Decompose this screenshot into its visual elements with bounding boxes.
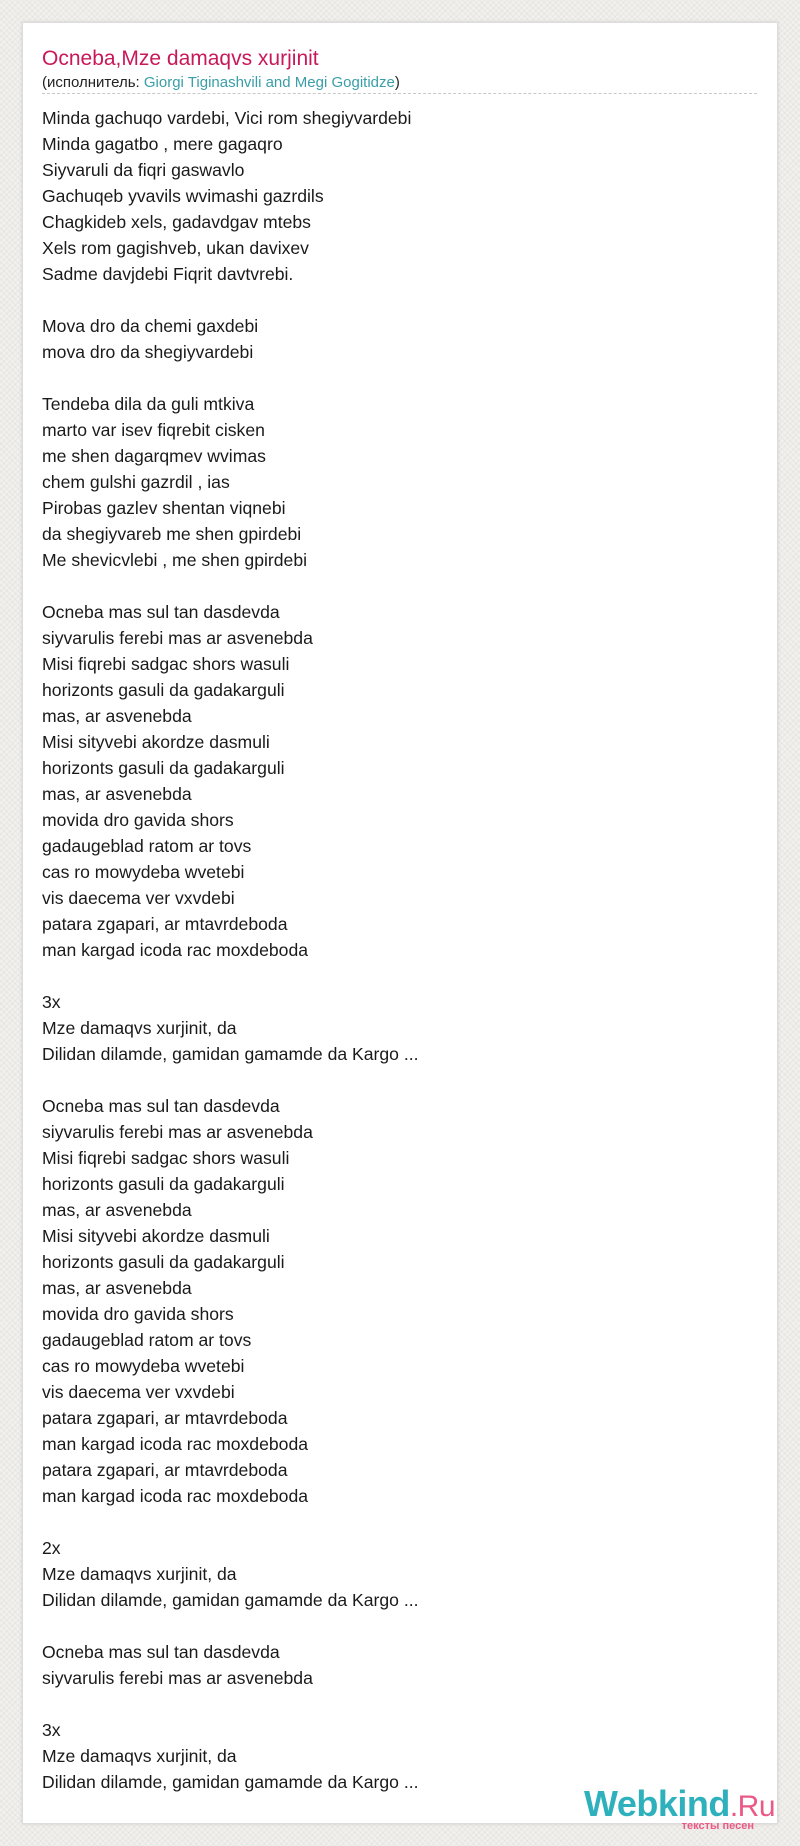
lyric-line: mas, ar asvenebda [42,784,192,804]
lyric-line: Ocneba mas sul tan dasdevda [42,1642,280,1662]
lyric-line: movida dro gavida shors [42,1304,234,1324]
stanza-gap [42,1613,742,1639]
lyric-line: horizonts gasuli da gadakarguli [42,758,285,778]
lyric-line: 3x [42,1720,61,1740]
lyric-line: Misi sityvebi akordze dasmuli [42,732,270,752]
lyric-line: vis daecema ver vxvdebi [42,1382,235,1402]
lyric-line: patara zgapari, ar mtavrdeboda [42,914,288,934]
performer-prefix: (исполнитель: [42,74,144,91]
stanza-gap [42,1067,742,1093]
performer-line [42,73,400,93]
lyric-line: man kargad icoda rac moxdeboda [42,940,309,960]
lyrics-card [22,22,778,1832]
lyric-line: mova dro da shegiyvardebi [42,342,254,362]
lyric-line: Mze damaqvs xurjinit, da [42,1564,237,1584]
lyric-line: Dilidan dilamde, gamidan gamamde da Kargo ... [42,1044,419,1064]
lyric-line: Mze damaqvs xurjinit, da [42,1746,237,1766]
song-title: Ocneba,Mze damaqvs xurjinit [42,47,319,70]
lyric-line: Ocneba mas sul tan dasdevda [42,602,280,622]
webkind-logo[interactable] [584,1783,776,1832]
lyric-line: Minda gachuqo vardebi, Vici rom shegiyvardebi [42,108,412,128]
lyric-line: patara zgapari, ar mtavrdeboda [42,1408,288,1428]
logo-tld: .Ru [729,1790,776,1823]
stanza-gap [42,963,742,989]
lyric-line: Mze damaqvs xurjinit, da [42,1018,237,1038]
lyric-line: Dilidan dilamde, gamidan gamamde da Kargo ... [42,1772,419,1792]
performer-suffix: ) [394,74,400,91]
lyric-line: siyvarulis ferebi mas ar asvenebda [42,1668,313,1688]
performer-link[interactable]: Giorgi Tiginashvili and Megi Gogitidze [143,74,395,91]
lyric-line: Minda gagatbo , mere gagaqro [42,134,283,154]
lyric-line: horizonts gasuli da gadakarguli [42,1252,285,1272]
lyric-line: Gachuqeb yvavils wvimashi gazrdils [42,186,324,206]
lyric-line: patara zgapari, ar mtavrdeboda [42,1460,288,1480]
lyric-line: mas, ar asvenebda [42,1278,192,1298]
lyric-line: Siyvaruli da fiqri gaswavlo [42,160,245,180]
lyric-line: man kargad icoda rac moxdeboda [42,1486,309,1506]
logo-tagline: тексты песен [681,1820,754,1832]
logo-name: Webkind [584,1783,730,1824]
lyric-line: cas ro mowydeba wvetebi [42,862,245,882]
lyric-line: horizonts gasuli da gadakarguli [42,1174,285,1194]
lyric-line: 3x [42,992,61,1012]
lyric-line: da shegiyvareb me shen gpirdebi [42,524,302,544]
lyric-line: Misi fiqrebi sadgac shors wasuli [42,654,290,674]
lyric-line: Misi fiqrebi sadgac shors wasuli [42,1148,290,1168]
lyric-line: Ocneba mas sul tan dasdevda [42,1096,280,1116]
stanza-gap [42,1509,742,1535]
lyric-line: cas ro mowydeba wvetebi [42,1356,245,1376]
lyric-line: me shen dagarqmev wvimas [42,446,266,466]
stanza-gap [42,573,742,599]
lyric-line: marto var isev fiqrebit cisken [42,420,265,440]
lyric-line: Misi sityvebi akordze dasmuli [42,1226,270,1246]
lyric-line: 2x [42,1538,61,1558]
lyric-line: chem gulshi gazrdil , ias [42,472,230,492]
lyric-line: Chagkideb xels, gadavdgav mtebs [42,212,311,232]
stanza-gap [42,287,742,313]
lyric-line: gadaugeblad ratom ar tovs [42,836,252,856]
lyric-line: Sadme davjdebi Fiqrit davtvrebi. [42,264,294,284]
title-divider [42,93,757,94]
lyric-line: Me shevicvlebi , me shen gpirdebi [42,550,308,570]
lyric-line: mas, ar asvenebda [42,706,192,726]
lyric-line: horizonts gasuli da gadakarguli [42,680,285,700]
lyric-line: Mova dro da chemi gaxdebi [42,316,259,336]
lyric-line: gadaugeblad ratom ar tovs [42,1330,252,1350]
lyric-line: Pirobas gazlev shentan viqnebi [42,498,286,518]
lyric-line: man kargad icoda rac moxdeboda [42,1434,309,1454]
lyric-line: vis daecema ver vxvdebi [42,888,235,908]
lyric-line: Xels rom gagishveb, ukan davixev [42,238,309,258]
lyric-line: Tendeba dila da guli mtkiva [42,394,255,414]
lyric-line: mas, ar asvenebda [42,1200,192,1220]
lyric-line: Dilidan dilamde, gamidan gamamde da Kargo ... [42,1590,419,1610]
lyric-line: movida dro gavida shors [42,810,234,830]
lyric-line: siyvarulis ferebi mas ar asvenebda [42,1122,313,1142]
lyric-line: siyvarulis ferebi mas ar asvenebda [42,628,313,648]
stanza-gap [42,365,742,391]
lyrics-text [42,105,742,1795]
stanza-gap [42,1691,742,1717]
